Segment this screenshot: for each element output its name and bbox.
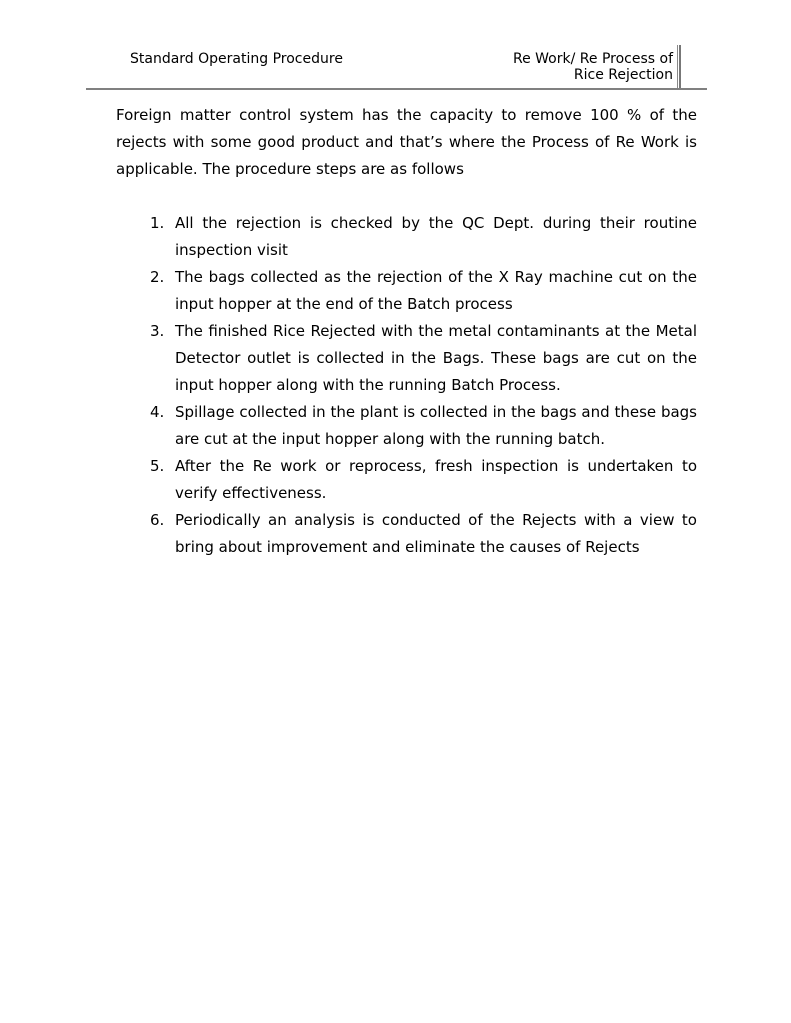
step-number: 3.	[150, 322, 165, 340]
header-document-type: Standard Operating Procedure	[130, 51, 343, 67]
procedure-step	[116, 210, 697, 264]
step-number: 5.	[150, 457, 165, 475]
header-document-title	[513, 51, 673, 83]
procedure-step	[116, 318, 697, 399]
step-number: 1.	[150, 214, 165, 232]
step-text: Periodically an analysis is conducted of the Rejects with a view to bring about improvement and eliminate the causes of Rejects	[175, 511, 697, 556]
document-body	[116, 102, 697, 561]
step-text: All the rejection is checked by the QC Dept. during their routine inspection visit	[175, 214, 697, 259]
header-divider	[86, 88, 707, 90]
procedure-step	[116, 453, 697, 507]
procedure-steps-list	[116, 210, 697, 561]
step-number: 4.	[150, 403, 165, 421]
step-number: 2.	[150, 268, 165, 286]
procedure-step	[116, 399, 697, 453]
header-title-line-1: Re Work/ Re Process of	[513, 51, 673, 67]
step-text: After the Re work or reprocess, fresh inspection is undertaken to verify effectiveness.	[175, 457, 697, 502]
step-number: 6.	[150, 511, 165, 529]
header-title-line-2: Rice Rejection	[573, 67, 673, 83]
step-text: Spillage collected in the plant is collected in the bags and these bags are cut at the input hopper along with the running batch.	[175, 403, 697, 448]
step-text: The finished Rice Rejected with the metal contaminants at the Metal Detector outlet is collected in the Bags. These bags are cut on the input hopper along with the running Batch Process.	[175, 322, 697, 394]
step-text: The bags collected as the rejection of the X Ray machine cut on the input hopper at the end of the Batch process	[175, 268, 697, 313]
header-vertical-rule	[677, 45, 681, 89]
procedure-step	[116, 264, 697, 318]
procedure-step	[116, 507, 697, 561]
intro-paragraph: Foreign matter control system has the capacity to remove 100 % of the rejects with some good product and that’s where the Process of Re Work is applicable. The procedure steps are as follows	[116, 106, 697, 178]
